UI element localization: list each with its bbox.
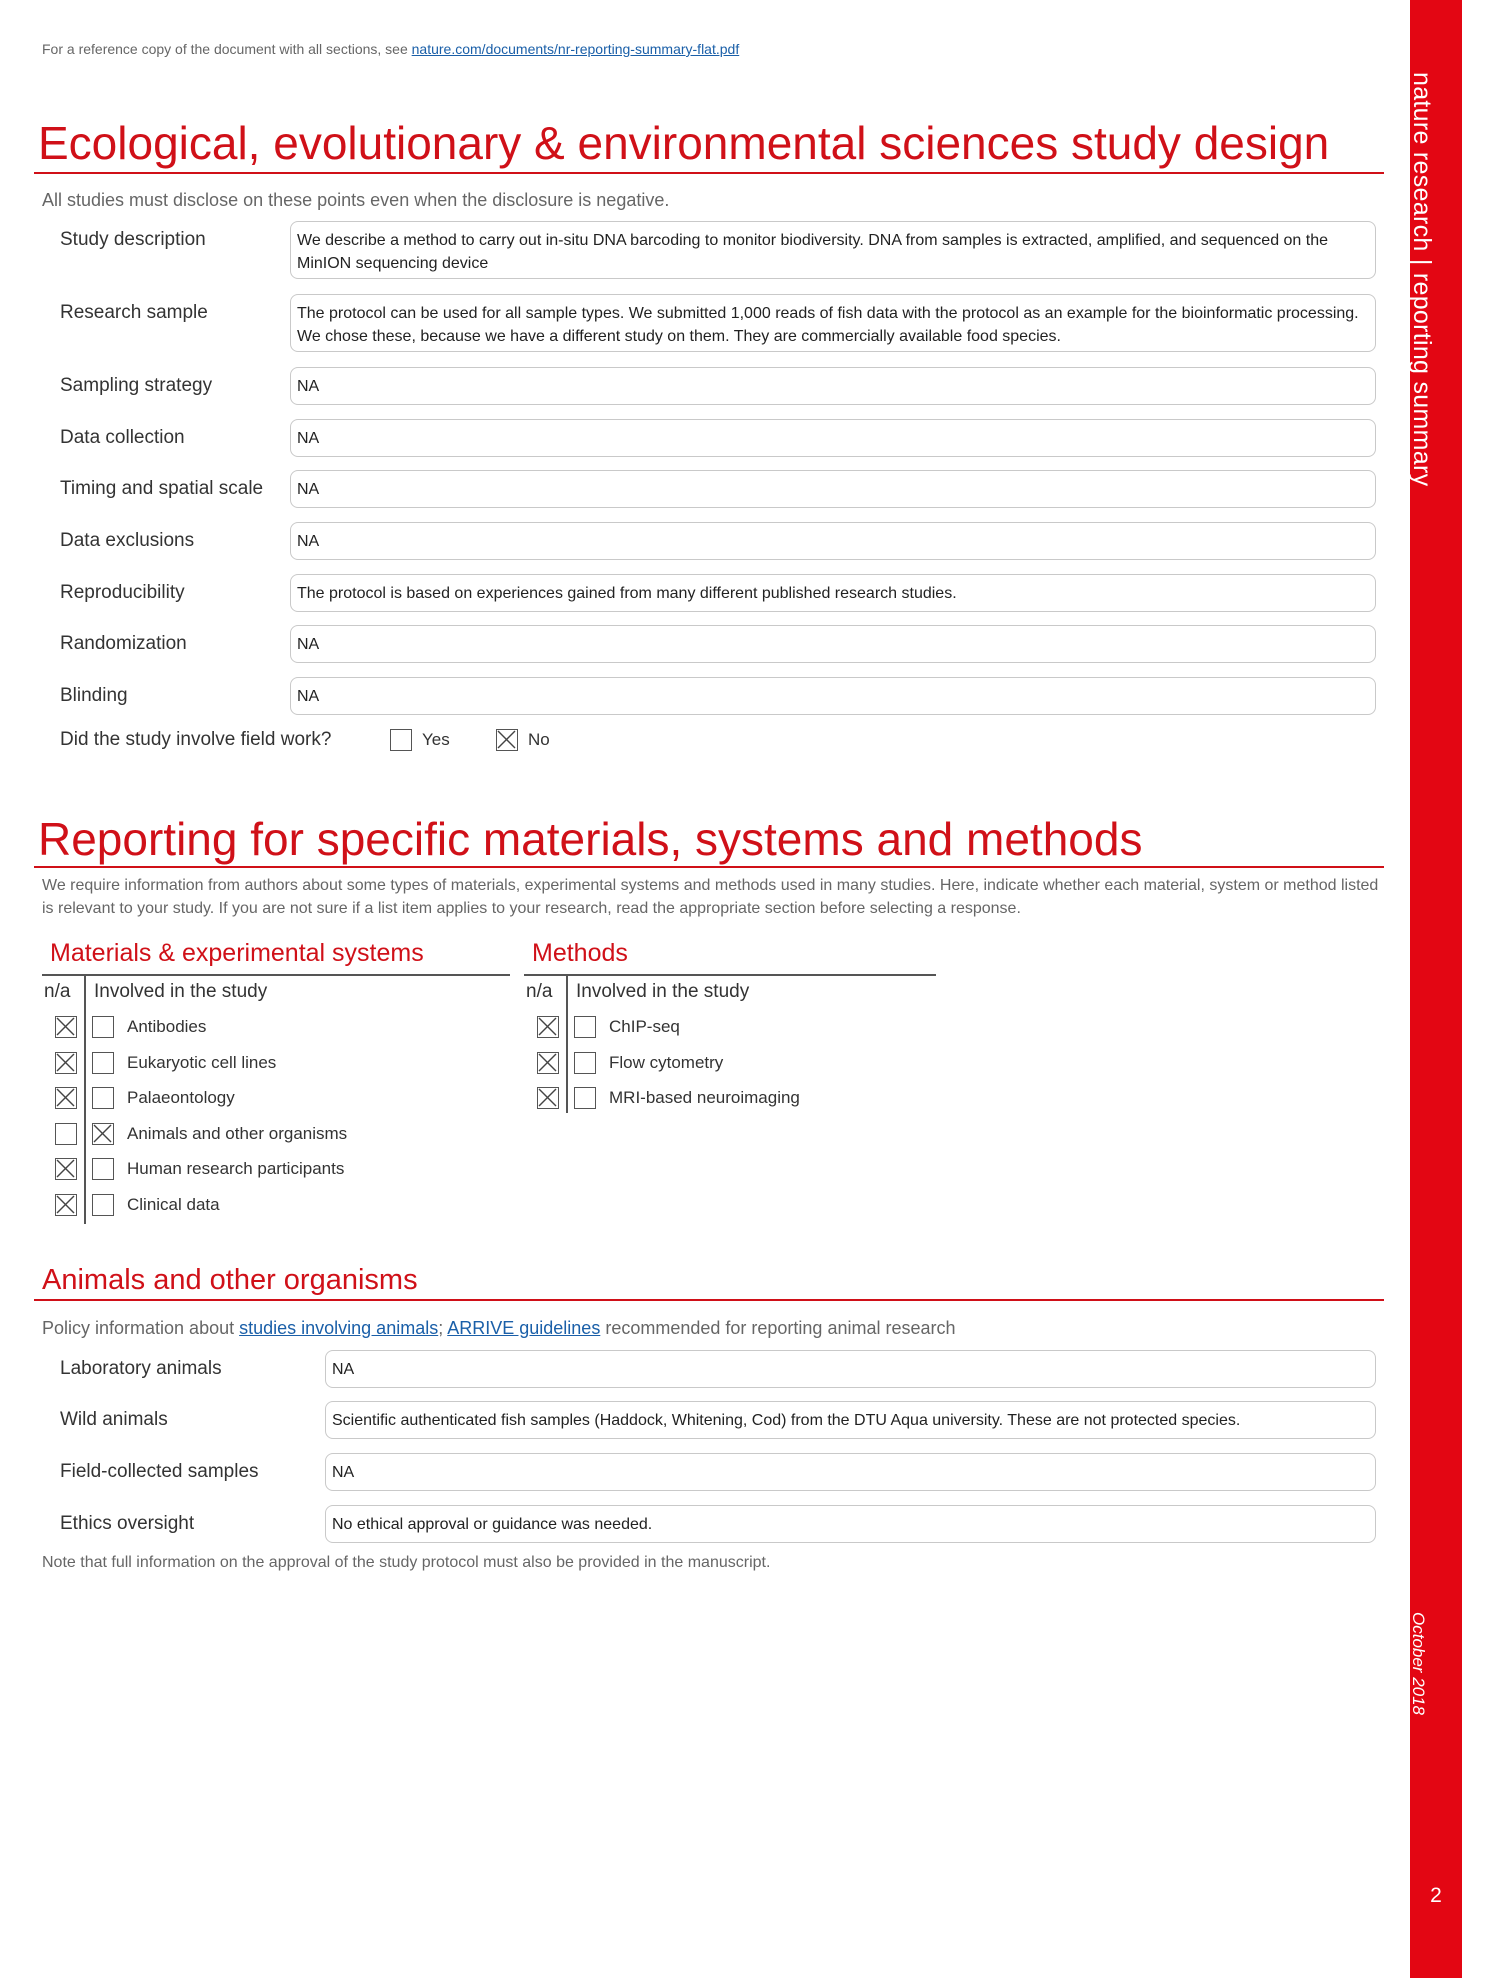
fieldwork-yes-checkbox[interactable] <box>390 729 412 751</box>
field-value-ethics-oversight[interactable]: No ethical approval or guidance was needed. <box>325 1505 1376 1543</box>
field-label-study-description: Study description <box>60 229 206 250</box>
materials-table-title: Materials & experimental systems <box>50 939 424 967</box>
field-value-research-sample[interactable]: The protocol can be used for all sample types. We submitted 1,000 reads of fish data with the protocol as an example for the bioinformatic processing. We chose these, because we have a different study on them. They are commercially available food species. <box>290 294 1376 352</box>
materials-item-label: Animals and other organisms <box>127 1123 348 1143</box>
materials-na-checkbox[interactable] <box>55 1087 77 1109</box>
field-value-wild-animals[interactable]: Scientific authenticated fish samples (Haddock, Whitening, Cod) from the DTU Aqua university. These are not protected species. <box>325 1401 1376 1439</box>
field-value-laboratory-animals[interactable]: NA <box>325 1350 1376 1388</box>
materials-item-label: Palaeontology <box>127 1088 235 1107</box>
arrive-guidelines-link[interactable]: ARRIVE guidelines <box>447 1318 601 1338</box>
animals-policy-suffix: recommended for reporting animal research <box>600 1318 956 1338</box>
check-x-icon <box>56 1053 75 1072</box>
fieldwork-yes-label: Yes <box>422 730 450 749</box>
animals-title-rule <box>34 1299 1384 1301</box>
materials-item-label: Eukaryotic cell lines <box>127 1052 277 1072</box>
materials-involved-checkbox[interactable] <box>92 1194 114 1216</box>
field-value-reproducibility[interactable]: The protocol is based on experiences gained from many different published research studies. <box>290 574 1376 612</box>
field-label-reproducibility: Reproducibility <box>60 582 185 603</box>
methods-table-divider <box>566 975 568 1113</box>
eco-subtitle: All studies must disclose on these points even when the disclosure is negative. <box>42 190 670 210</box>
materials-na-checkbox[interactable] <box>55 1123 77 1145</box>
check-x-icon <box>56 1088 75 1107</box>
materials-na-checkbox[interactable] <box>55 1158 77 1180</box>
sidebar-date: October 2018 <box>1409 1612 1428 1716</box>
animals-policy-prefix: Policy information about <box>42 1318 240 1338</box>
methods-item-label: MRI-based neuroimaging <box>609 1088 800 1107</box>
methods-col-involved: Involved in the study <box>576 981 750 1002</box>
materials-involved-checkbox[interactable] <box>92 1052 114 1074</box>
methods-item-label: ChIP-seq <box>609 1017 680 1036</box>
check-x-icon <box>538 1017 557 1036</box>
field-value-sampling-strategy[interactable]: NA <box>290 367 1376 405</box>
fieldwork-no-label: No <box>528 730 550 749</box>
field-label-sampling-strategy: Sampling strategy <box>60 375 213 396</box>
field-value-randomization[interactable]: NA <box>290 625 1376 663</box>
materials-involved-checkbox[interactable] <box>92 1123 114 1145</box>
field-label-data-exclusions: Data exclusions <box>60 530 195 551</box>
fieldwork-question: Did the study involve field work? <box>60 729 332 750</box>
fieldwork-no-checkbox[interactable] <box>496 729 518 751</box>
field-value-timing-spatial-scale[interactable]: NA <box>290 470 1376 508</box>
methods-involved-checkbox[interactable] <box>574 1087 596 1109</box>
reporting-intro: We require information from authors about some types of materials, experimental systems and methods used in many studies. Here, indicate whether each material, system or method listed is relevant to your study. If you are not sure if a list item applies to your research, read the appropriate section before selecting a response. <box>42 877 1379 917</box>
methods-involved-checkbox[interactable] <box>574 1052 596 1074</box>
check-x-icon <box>497 730 516 749</box>
field-label-blinding: Blinding <box>60 685 128 706</box>
studies-involving-animals-link[interactable]: studies involving animals <box>239 1318 439 1338</box>
materials-table-divider <box>84 975 86 1224</box>
field-label-data-collection: Data collection <box>60 427 185 448</box>
methods-na-checkbox[interactable] <box>537 1016 559 1038</box>
page-number: 2 <box>1430 1884 1442 1907</box>
materials-involved-checkbox[interactable] <box>92 1016 114 1038</box>
eco-title-rule <box>34 172 1384 174</box>
check-x-icon <box>93 1124 112 1143</box>
materials-col-na: n/a <box>44 981 71 1002</box>
field-value-data-exclusions[interactable]: NA <box>290 522 1376 560</box>
reference-note <box>42 41 739 57</box>
methods-table-rule <box>524 974 936 976</box>
field-label-wild-animals: Wild animals <box>60 1409 168 1430</box>
materials-na-checkbox[interactable] <box>55 1016 77 1038</box>
materials-involved-checkbox[interactable] <box>92 1087 114 1109</box>
field-label-randomization: Randomization <box>60 633 187 654</box>
methods-col-na: n/a <box>526 981 553 1002</box>
reporting-section-title: Reporting for specific materials, systems and methods <box>38 813 1143 865</box>
methods-involved-checkbox[interactable] <box>574 1016 596 1038</box>
materials-na-checkbox[interactable] <box>55 1052 77 1074</box>
materials-na-checkbox[interactable] <box>55 1194 77 1216</box>
materials-table-rule <box>42 974 510 976</box>
methods-na-checkbox[interactable] <box>537 1052 559 1074</box>
field-label-field-collected-samples: Field-collected samples <box>60 1461 259 1482</box>
field-value-data-collection[interactable]: NA <box>290 419 1376 457</box>
materials-item-label: Clinical data <box>127 1194 220 1214</box>
eco-section-title: Ecological, evolutionary & environmental sciences study design <box>38 117 1330 169</box>
sidebar-title: nature research | reporting summary <box>1408 72 1436 487</box>
check-x-icon <box>538 1088 557 1107</box>
animals-section-title: Animals and other organisms <box>42 1264 418 1296</box>
reference-note-text: For a reference copy of the document with all sections, see <box>42 41 412 57</box>
materials-item-label: Human research participants <box>127 1159 345 1178</box>
methods-na-checkbox[interactable] <box>537 1087 559 1109</box>
animals-policy-separator: ; <box>438 1318 448 1338</box>
field-label-ethics-oversight: Ethics oversight <box>60 1513 195 1534</box>
field-label-timing-spatial-scale: Timing and spatial scale <box>60 478 264 499</box>
animals-policy <box>42 1318 956 1339</box>
check-x-icon <box>56 1195 75 1214</box>
materials-item-label: Antibodies <box>127 1017 207 1036</box>
materials-involved-checkbox[interactable] <box>92 1158 114 1180</box>
check-x-icon <box>56 1017 75 1036</box>
materials-col-involved: Involved in the study <box>94 981 268 1002</box>
check-x-icon <box>538 1053 557 1072</box>
check-x-icon <box>56 1159 75 1178</box>
field-value-study-description[interactable]: We describe a method to carry out in-situ DNA barcoding to monitor biodiversity. DNA from samples is extracted, amplified, and sequenced on the MinION sequencing device <box>290 221 1376 279</box>
field-label-research-sample: Research sample <box>60 302 208 323</box>
animals-footnote: Note that full information on the approval of the study protocol must also be provided in the manuscript. <box>42 1554 771 1571</box>
methods-item-label: Flow cytometry <box>609 1052 724 1072</box>
methods-table-title: Methods <box>532 939 628 967</box>
field-label-laboratory-animals: Laboratory animals <box>60 1358 222 1379</box>
field-value-field-collected-samples[interactable]: NA <box>325 1453 1376 1491</box>
field-value-blinding[interactable]: NA <box>290 677 1376 715</box>
reporting-title-rule <box>34 866 1384 868</box>
reference-link[interactable]: nature.com/documents/nr-reporting-summary-flat.pdf <box>411 41 740 57</box>
